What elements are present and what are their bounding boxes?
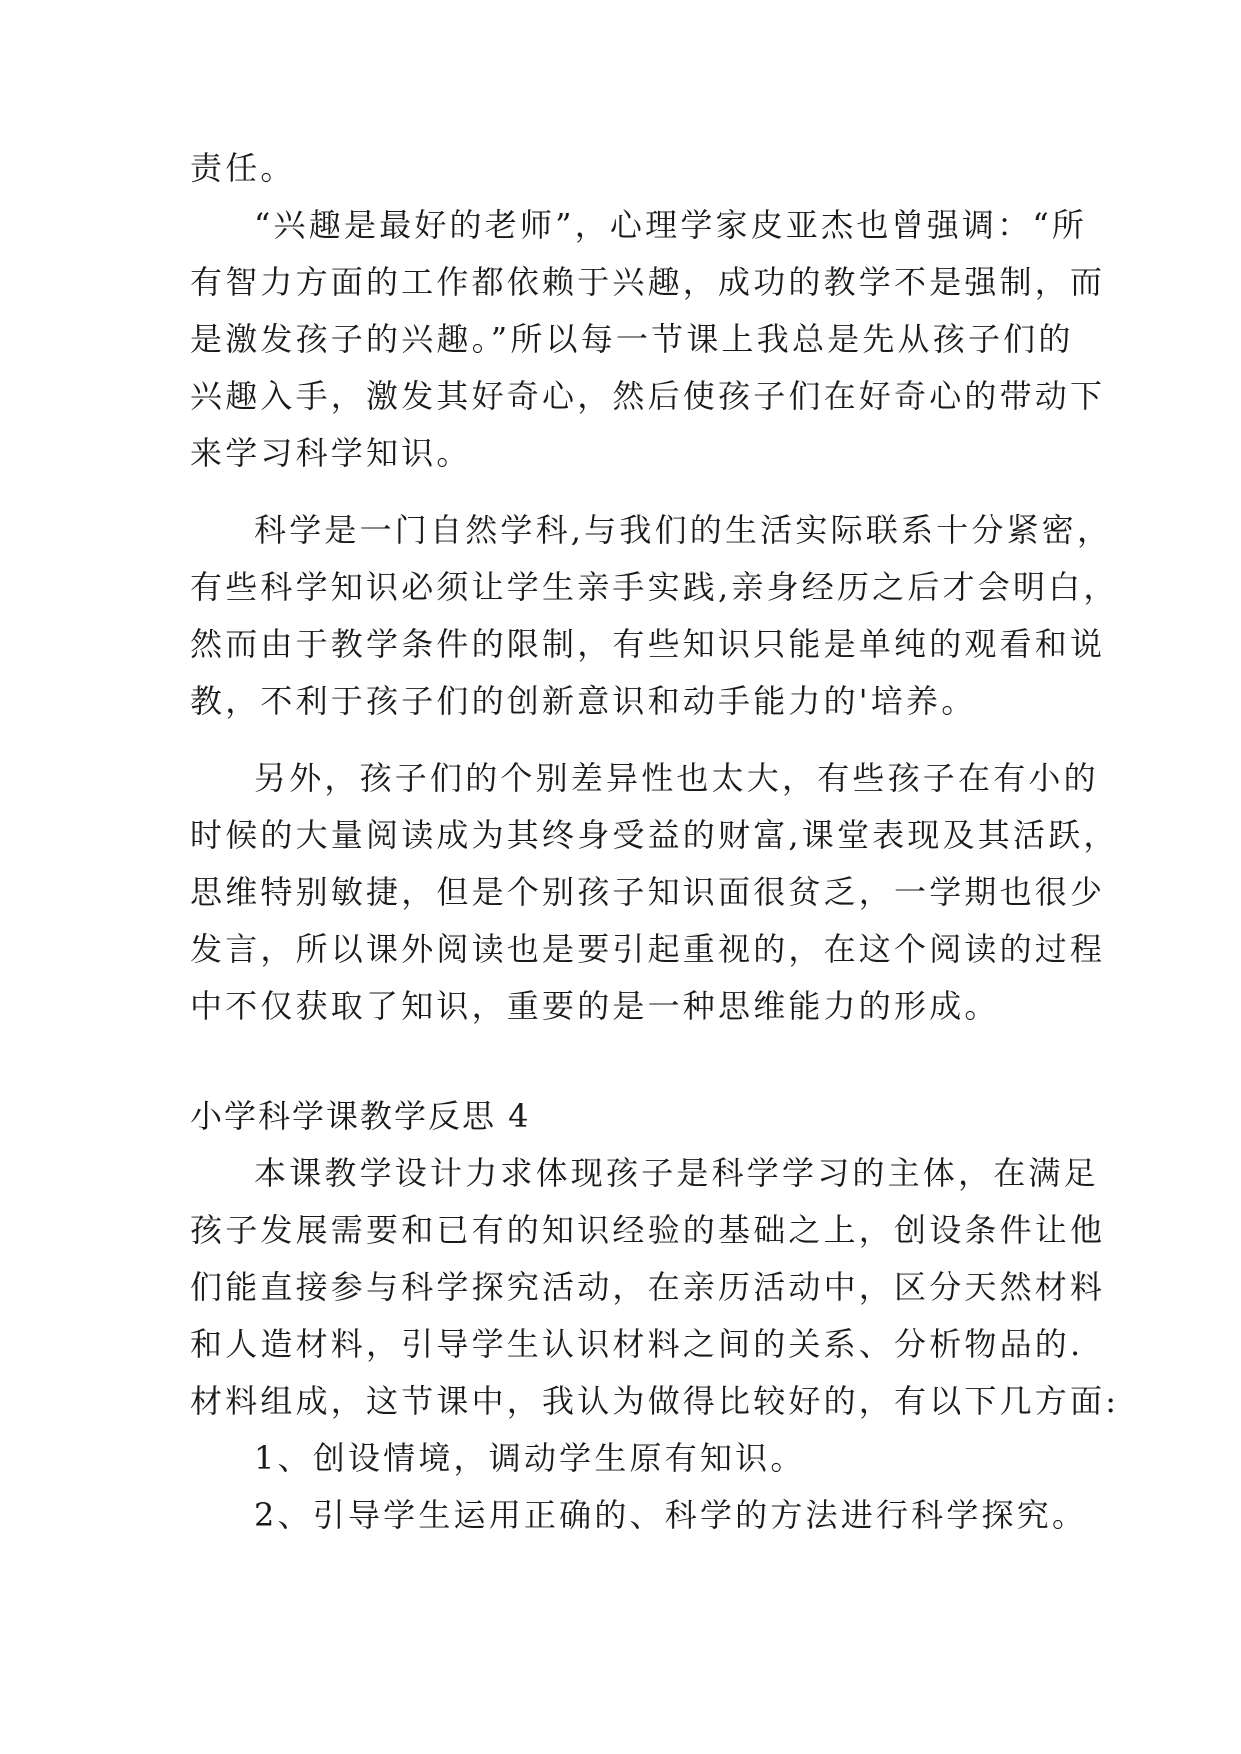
paragraph-line: 本课教学设计力求体现孩子是科学学习的主体，在满足	[254, 1154, 1099, 1192]
paragraph-line: 中不仅获取了知识，重要的是一种思维能力的形成。	[190, 987, 1000, 1025]
paragraph-line: 孩子发展需要和已有的知识经验的基础之上，创设条件让他	[190, 1211, 1106, 1249]
paragraph-line: 发言，所以课外阅读也是要引起重视的，在这个阅读的过程	[190, 930, 1106, 968]
paragraph-line: 另外，孩子们的个别差异性也太大，有些孩子在有小的	[254, 759, 1099, 797]
paragraph-line: “兴趣是最好的老师”，心理学家皮亚杰也曾强调：“所	[254, 206, 1088, 244]
paragraph-line: 和人造材料，引导学生认识材料之间的关系、分析物品的.	[190, 1325, 1084, 1363]
paragraph-line: 来学习科学知识。	[190, 434, 472, 472]
paragraph-line: 是激发孩子的兴趣。”所以每一节课上我总是先从孩子们的	[190, 320, 1074, 358]
paragraph-line: 们能直接参与科学探究活动，在亲历活动中，区分天然材料	[190, 1268, 1106, 1306]
list-item: 2、引导学生运用正确的、科学的方法进行科学探究。	[254, 1496, 1088, 1534]
paragraph-line: 有智力方面的工作都依赖于兴趣，成功的教学不是强制，而	[190, 263, 1106, 301]
paragraph-line: 有些科学知识必须让学生亲手实践,亲身经历之后才会明白，	[190, 568, 1119, 606]
paragraph-line: 兴趣入手，激发其好奇心，然后使孩子们在好奇心的带动下	[190, 377, 1106, 415]
paragraph-line: 教，不利于孩子们的创新意识和动手能力的'培养。	[190, 682, 977, 720]
section-heading: 小学科学课教学反思 4	[190, 1097, 531, 1135]
paragraph-line: 然而由于教学条件的限制，有些知识只能是单纯的观看和说	[190, 625, 1106, 663]
paragraph-line: 科学是一门自然学科,与我们的生活实际联系十分紧密，	[254, 511, 1113, 549]
paragraph-line: 责任。	[190, 149, 296, 187]
paragraph-line: 时候的大量阅读成为其终身受益的财富,课堂表现及其活跃，	[190, 816, 1119, 854]
paragraph-line: 材料组成，这节课中，我认为做得比较好的，有以下几方面:	[190, 1382, 1120, 1420]
list-item: 1、创设情境，调动学生原有知识。	[254, 1439, 806, 1477]
paragraph-line: 思维特别敏捷，但是个别孩子知识面很贫乏，一学期也很少	[190, 873, 1106, 911]
